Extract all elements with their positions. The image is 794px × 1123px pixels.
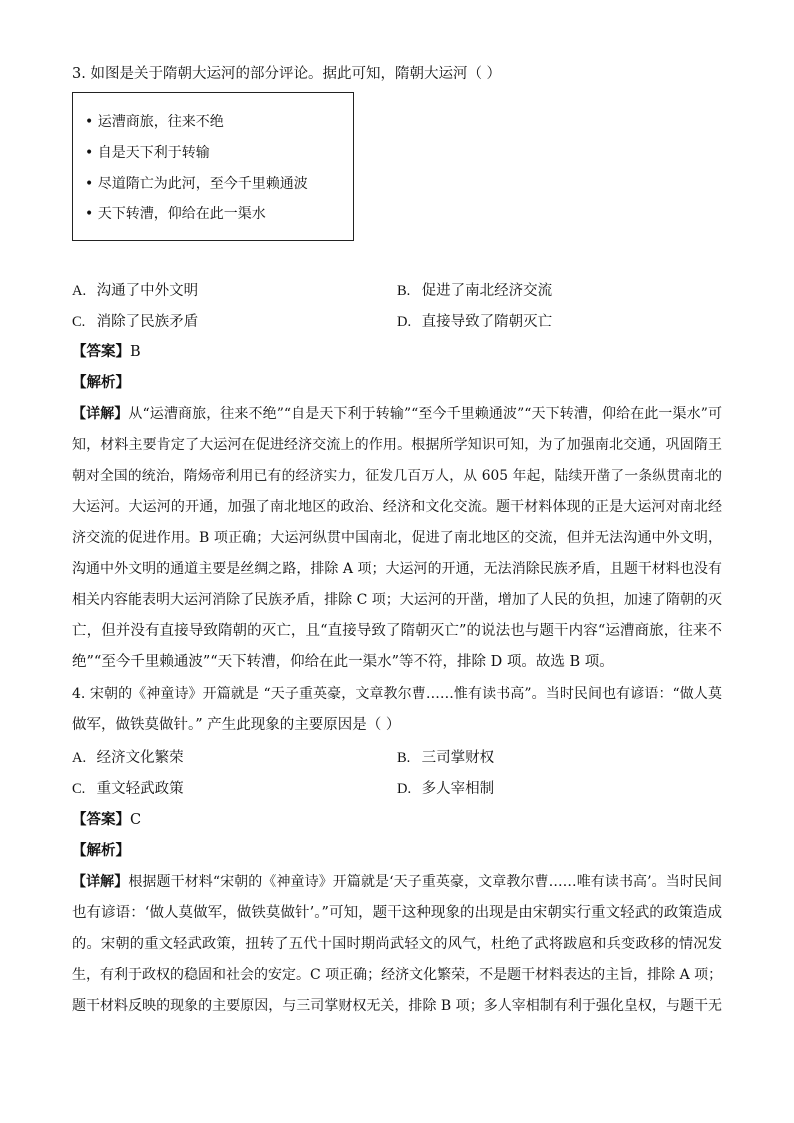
q4-analysis-label: 【解析】 [72, 842, 130, 859]
q3-option-d-letter: D. [397, 314, 412, 330]
q3-option-c [72, 312, 198, 332]
q3-option-b [397, 281, 552, 301]
question-3-stem: 3. 如图是关于隋朝大运河的部分评论。据此可知，隋朝大运河（ ） [72, 66, 502, 82]
q4-option-d-letter: D. [397, 781, 412, 797]
q4-detail-line-2: 也有谚语：‘做人莫做军，做铁莫做针’。”可知，题干这种现象的出现是由宋朝实行重文轻武的政策造成 [72, 905, 722, 921]
q4-option-a-text: 经济文化繁荣 [96, 750, 184, 766]
q4-option-a-letter: A. [72, 750, 87, 766]
quote-item-2: • 自是天下利于转输 [85, 145, 210, 161]
q4-detail-line-3: 的。宋朝的重文轻武政策，扭转了五代十国时期尚武轻文的风气，杜绝了武将跋扈和兵变政移的情况发 [72, 936, 722, 952]
q4-answer-value: C [130, 812, 142, 828]
q4-analysis-heading [72, 841, 130, 861]
q3-detail-text-1: 从“运漕商旅，往来不绝”“自是天下利于转输”“至今千里赖通波”“天下转漕，仰给在此一渠水”可 [128, 406, 723, 422]
q4-detail-paragraph [72, 867, 722, 1022]
q4-option-c-letter: C. [72, 781, 86, 797]
quote-item-4: • 天下转漕，仰给在此一渠水 [85, 206, 266, 222]
q3-answer-value: B [130, 344, 141, 360]
q3-detail-line-9: 绝”“至今千里赖通波”“天下转漕，仰给在此一渠水”等不符，排除 D 项。故选 B 项。 [72, 654, 614, 670]
quote-item-3: • 尽道隋亡为此河，至今千里赖通波 [85, 176, 308, 192]
q3-analysis-label: 【解析】 [72, 374, 130, 391]
q3-answer-label: 【答案】 [72, 343, 130, 360]
q3-option-a-text: 沟通了中外文明 [96, 283, 199, 299]
q4-detail-line-1 [72, 867, 722, 898]
q3-detail-line-8: 亡，但并没有直接导致隋朝的灭亡，且“直接导致了隋朝灭亡”的说法也与题干内容“运漕商旅，往来不 [72, 623, 722, 639]
q4-stem-line-2: 做军，做铁莫做针。” 产生此现象的主要原因是（ ） [72, 717, 401, 733]
q3-option-d-text: 直接导致了隋朝灭亡 [421, 314, 553, 330]
q4-option-b-letter: B. [397, 750, 411, 766]
q3-option-c-text: 消除了民族矛盾 [96, 314, 199, 330]
q3-detail-line-2: 知，材料主要肯定了大运河在促进经济交流上的作用。根据所学知识可知，为了加强南北交通，巩固隋王 [72, 437, 722, 453]
quote-item-1: • 运漕商旅，往来不绝 [85, 114, 224, 130]
q4-detail-line-4: 生，有利于政权的稳固和社会的安定。C 项正确；经济文化繁荣，不是题干材料表达的主旨，排除 A 项； [72, 967, 723, 983]
q3-detail-line-7: 相关内容能表明大运河消除了民族矛盾，排除 C 项；大运河的开凿，增加了人民的负担，加速了隋朝的灭 [72, 592, 722, 608]
q3-answer [72, 342, 141, 362]
q3-detail-line-5: 济交流的促进作用。B 项正确；大运河纵贯中国南北，促进了南北地区的交流，但并无法沟通中外文明， [72, 530, 722, 546]
q3-detail-line-3: 朝对全国的统治，隋炀帝利用已有的经济实力，征发几百万人，从 605 年起，陆续开凿了一条纵贯南北的 [72, 468, 722, 484]
q4-option-c-text: 重文轻武政策 [96, 781, 184, 797]
q4-option-b [397, 748, 494, 768]
quote-box [72, 92, 354, 241]
q3-detail-line-1 [72, 399, 722, 430]
q4-answer [72, 810, 141, 830]
q3-detail-line-4: 大运河。大运河的开通，加强了南北地区的政治、经济和文化交流。题干材料体现的正是大运河对南北经 [72, 499, 722, 515]
q4-option-b-text: 三司掌财权 [421, 750, 495, 766]
q3-option-b-text: 促进了南北经济交流 [421, 283, 553, 299]
q4-answer-label: 【答案】 [72, 811, 130, 828]
q3-option-a [72, 281, 198, 301]
q4-stem-line-1: 4. 宋朝的《神童诗》开篇就是 “天子重英豪，文章教尔曹……惟有读书高”。当时民间也有谚语：“做人莫 [72, 686, 722, 702]
q4-option-c [72, 779, 184, 799]
q3-option-a-letter: A. [72, 283, 87, 299]
q3-detail-paragraph [72, 399, 722, 678]
q4-detail-text-1: 根据题干材料“宋朝的《神童诗》开篇就是‘天子重英豪，文章教尔曹……唯有读书高’。当时民间 [128, 874, 722, 890]
q3-option-b-letter: B. [397, 283, 411, 299]
q3-option-d [397, 312, 552, 332]
q3-option-c-letter: C. [72, 314, 86, 330]
q3-analysis-heading [72, 373, 130, 393]
q3-detail-label: 【详解】 [72, 406, 129, 422]
q3-detail-line-6: 沟通中外文明的通道主要是丝绸之路，排除 A 项；大运河的开通，无法消除民族矛盾，且题干材料也没有 [72, 561, 722, 577]
q4-option-a [72, 748, 184, 768]
q4-option-d-text: 多人宰相制 [421, 781, 495, 797]
q4-detail-line-5: 题干材料反映的现象的主要原因，与三司掌财权无关，排除 B 项；多人宰相制有利于强化皇权，与题干无 [72, 998, 722, 1014]
question-4-stem [72, 679, 722, 741]
q4-option-d [397, 779, 494, 799]
q4-detail-label: 【详解】 [72, 874, 129, 890]
